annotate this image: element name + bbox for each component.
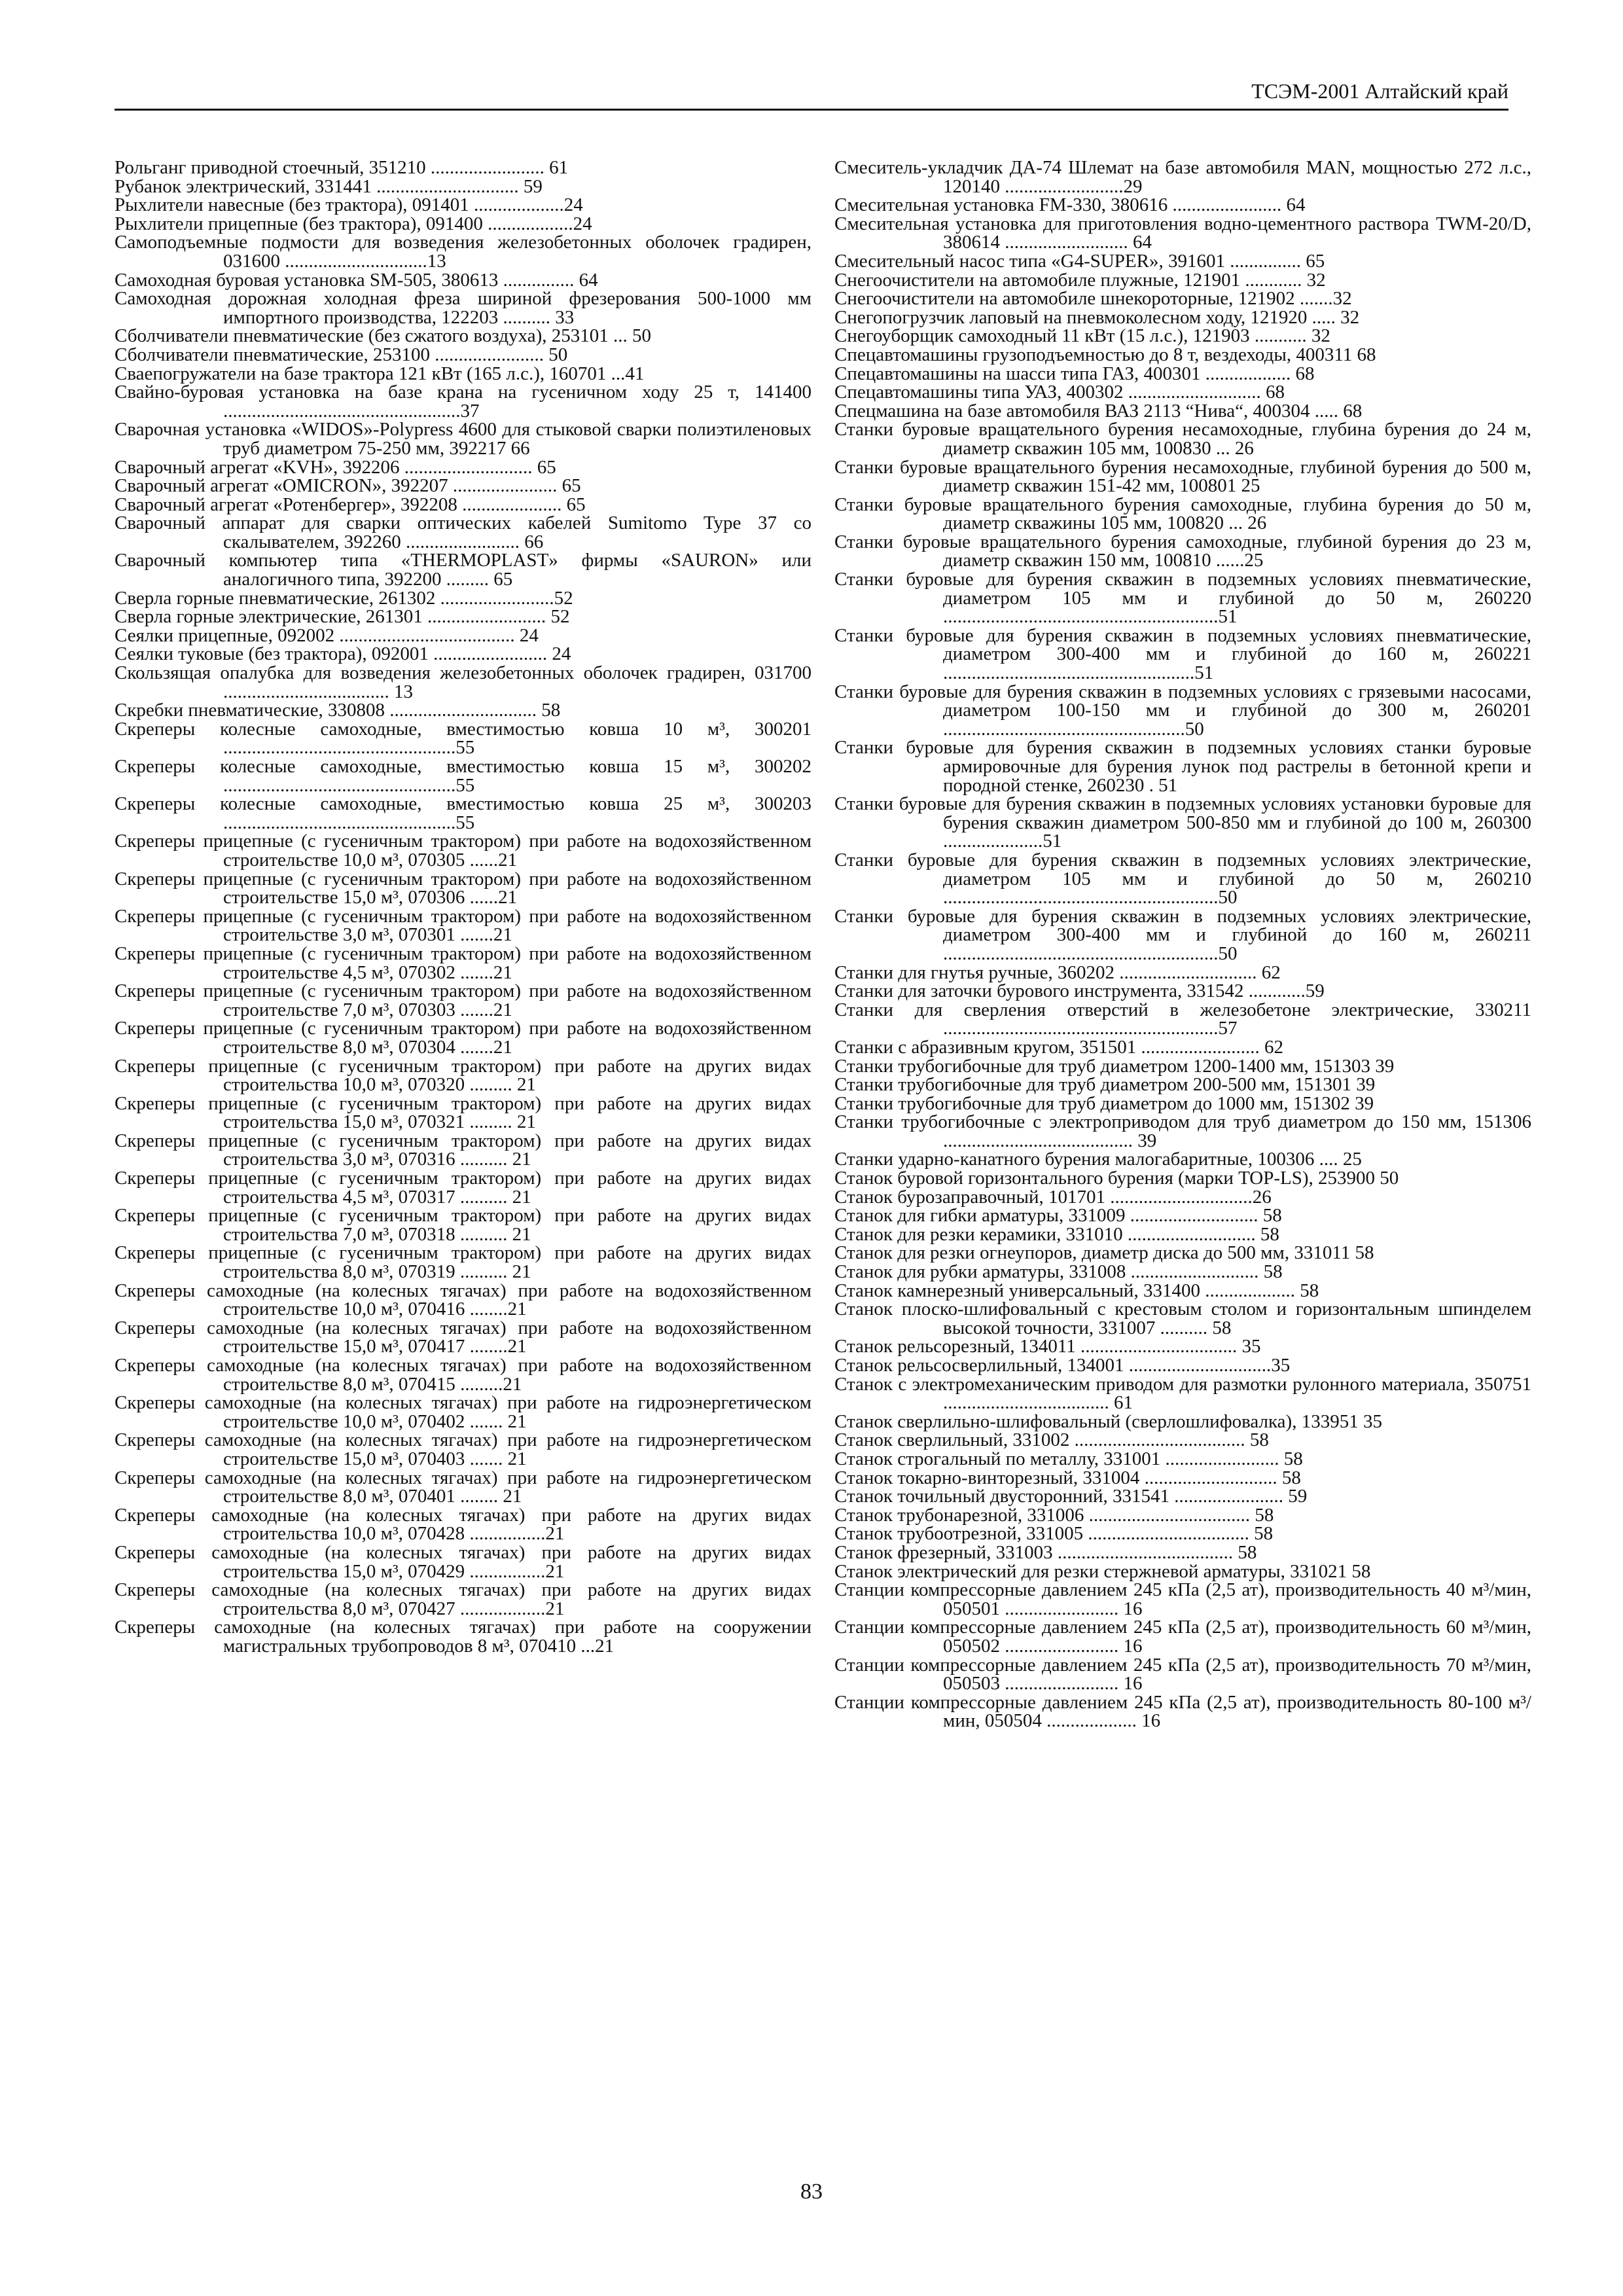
index-entry: Снегоочистители на автомобиле плужные, 121901 ............ 32 (834, 269, 1326, 291)
index-entry: Сверла горные пневматические, 261302 ........................52 (115, 587, 573, 609)
index-entry: Скреперы прицепные (с гусеничным трактором) при работе на других видах строительства 7,0 м³, 070318 .......... 21 (115, 1205, 812, 1245)
index-column-right (834, 158, 1531, 1731)
index-entry: Сеялки туковые (без трактора), 092001 ........................ 24 (115, 643, 571, 665)
index-entry: Скреперы колесные самоходные, вместимостью ковша 15 м³, 300202 .................................................55 (115, 756, 812, 796)
index-entry: Станки буровые вращательного бурения самоходные, глубина бурения до 50 м, диаметр скважины 105 мм, 100820 ... 26 (834, 493, 1531, 534)
index-entry: Сваепогружатели на базе трактора 121 кВт (165 л.с.), 160701 ...41 (115, 363, 645, 384)
index-entry: Станки буровые вращательного бурения несамоходные, глубина бурения до 24 м, диаметр скважин 105 мм, 100830 ... 26 (834, 419, 1531, 459)
index-entry: Сболчиватели пневматические (без сжатого воздуха), 253101 ... 50 (115, 325, 652, 347)
index-column-left (115, 158, 812, 1656)
index-entry: Самоходная дорожная холодная фреза шириной фрезерования 500-1000 мм импортного производства, 122203 .......... 33 (115, 288, 812, 328)
index-entry: Станки буровые для бурения скважин в подземных условиях электрические, диаметром 105 мм и глубиной до 50 м, 260210 ..........................................................50 (834, 849, 1531, 908)
index-entry: Сеялки прицепные, 092002 ..................................... 24 (115, 624, 539, 646)
index-entry: Станции компрессорные давлением 245 кПа (2,5 ат), производительность 60 м³/мин, 050502 ........................ 16 (834, 1617, 1531, 1657)
index-entry: Станок для рубки арматуры, 331008 ........................... 58 (834, 1261, 1283, 1283)
index-entry: Скреперы прицепные (с гусеничным трактором) при работе на других видах строительства 15,0 м³, 070321 ......... 21 (115, 1092, 812, 1133)
index-entry: Сболчиватели пневматические, 253100 ....................... 50 (115, 344, 568, 365)
index-entry: Станок с электромеханическим приводом для размотки рулонного материала, 350751 ................................... 61 (834, 1373, 1531, 1414)
index-entry: Станок буровой горизонтального бурения (марки TOP-LS), 253900 50 (834, 1168, 1399, 1189)
index-entry: Станок камнерезный универсальный, 331400 ................... 58 (834, 1280, 1319, 1301)
index-entry: Станки с абразивным кругом, 351501 ......................... 62 (834, 1036, 1284, 1058)
index-entry: Станок для резки керамики, 331010 ........................... 58 (834, 1223, 1279, 1245)
index-entry: Скреперы самоходные (на колесных тягачах) при работе на других видах строительства 8,0 м³, 070427 ..................21 (115, 1579, 812, 1619)
index-entry: Скреперы колесные самоходные, вместимостью ковша 10 м³, 300201 .................................................55 (115, 718, 812, 759)
index-entry: Станок токарно-винторезный, 331004 ............................ 58 (834, 1467, 1301, 1488)
index-entry: Скреперы прицепные (с гусеничным трактором) при работе на водохозяйственном строительстве 3,0 м³, 070301 .......21 (115, 905, 812, 946)
index-entry: Станок электрический для резки стержневой арматуры, 331021 58 (834, 1560, 1371, 1582)
page-number: 83 (800, 2179, 823, 2204)
index-entry: Скреперы прицепные (с гусеничным трактором) при работе на водохозяйственном строительстве 15,0 м³, 070306 ......21 (115, 868, 812, 908)
index-entry: Станок сверлильно-шлифовальный (сверлошлифовалка), 133951 35 (834, 1410, 1382, 1432)
index-entry: Станки буровые вращательного бурения несамоходные, глубиной бурения до 500 м, диаметр скважин 151-42 мм, 100801 25 (834, 456, 1531, 497)
index-entry: Станки буровые для бурения скважин в подземных условиях пневматические, диаметром 300-400 мм и глубиной до 160 м, 260221 .....................................................51 (834, 624, 1531, 684)
index-entry: Станки буровые для бурения скважин в подземных условиях с грязевыми насосами, диаметром 100-150 мм и глубиной до 300 м, 260201 ...................................................50 (834, 681, 1531, 740)
index-entry: Снегоуборщик самоходный 11 кВт (15 л.с.), 121903 ........... 32 (834, 325, 1330, 347)
index-entry: Станок рельсосверлильный, 134001 ..............................35 (834, 1355, 1291, 1376)
index-entry: Станок строгальный по металлу, 331001 ........................ 58 (834, 1448, 1303, 1469)
index-entry: Станки буровые для бурения скважин в подземных условиях пневматические, диаметром 105 мм и глубиной до 50 м, 260220 ..........................................................51 (834, 569, 1531, 628)
index-entry: Станки для гнутья ручные, 360202 ............................. 62 (834, 961, 1281, 983)
index-entry: Скреперы самоходные (на колесных тягачах) при работе на гидроэнергетическом строительстве 15,0 м³, 070403 ....... 21 (115, 1429, 812, 1469)
index-entry: Снегоочистители на автомобиле шнекороторные, 121902 .......32 (834, 288, 1352, 310)
index-entry: Рыхлители прицепные (без трактора), 091400 ..................24 (115, 213, 592, 234)
index-entry: Рольганг приводной стоечный, 351210 ........................ 61 (115, 157, 569, 178)
index-entry: Станки буровые для бурения скважин в подземных условиях станки буровые армировочные для бурения лунок под растрелы в бетонной крепи и породной стенке, 260230 . 51 (834, 737, 1531, 796)
index-entry: Скреперы прицепные (с гусеничным трактором) при работе на других видах строительства 3,0 м³, 070316 .......... 21 (115, 1130, 812, 1170)
index-entry: Самоходная буровая установка SM-505, 380613 ............... 64 (115, 269, 598, 291)
index-entry: Скреперы самоходные (на колесных тягачах) при работе на гидроэнергетическом строительстве 10,0 м³, 070402 ....... 21 (115, 1392, 812, 1432)
page-header (115, 77, 1508, 111)
index-entry: Скреперы самоходные (на колесных тягачах) при работе на сооружении магистральных трубопроводов 8 м³, 070410 ...21 (115, 1617, 812, 1657)
index-entry: Станок бурозаправочный, 101701 ..............................26 (834, 1186, 1272, 1208)
index-entry: Станок рельсорезный, 134011 ................................. 35 (834, 1336, 1261, 1357)
index-entry: Станок для резки огнеупоров, диаметр диска до 500 мм, 331011 58 (834, 1242, 1374, 1264)
index-entry: Сварочная установка «WIDOS»-Polypress 4600 для стыковой сварки полиэтиленовых труб диаметром 75-250 мм, 392217 66 (115, 419, 812, 459)
index-entry: Скреперы прицепные (с гусеничным трактором) при работе на других видах строительства 10,0 м³, 070320 ......... 21 (115, 1055, 812, 1096)
index-entry: Смесительный насос типа «G4-SUPER», 391601 ............... 65 (834, 250, 1325, 272)
index-entry: Станок точильный двусторонний, 331541 ....................... 59 (834, 1486, 1308, 1507)
index-entry: Сварочный агрегат «OMICRON», 392207 ...................... 65 (115, 475, 581, 497)
index-entry: Станок фрезерный, 331003 ..................................... 58 (834, 1541, 1257, 1563)
index-entry: Скреперы прицепные (с гусеничным трактором) при работе на других видах строительства 8,0 м³, 070319 .......... 21 (115, 1242, 812, 1283)
index-entry: Снегопогрузчик лаповый на пневмоколесном ходу, 121920 ..... 32 (834, 306, 1360, 328)
index-entry: Сварочный компьютер типа «THERMOPLAST» фирмы «SAURON» или аналогичного типа, 392200 ......... 65 (115, 550, 812, 590)
index-entry: Скреперы самоходные (на колесных тягачах) при работе на водохозяйственном строительстве 8,0 м³, 070415 .........21 (115, 1355, 812, 1395)
index-entry: Станции компрессорные давлением 245 кПа (2,5 ат), производительность 70 м³/мин, 050503 ........................ 16 (834, 1654, 1531, 1695)
header-title: ТСЭМ-2001 Алтайский край (1251, 79, 1508, 103)
index-entry: Станки трубогибочные для труб диаметром до 1000 мм, 151302 39 (834, 1092, 1374, 1114)
index-entry: Скреперы прицепные (с гусеничным трактором) при работе на водохозяйственном строительстве 7,0 м³, 070303 .......21 (115, 980, 812, 1020)
index-entry: Сварочный агрегат «Ротенбергер», 392208 ..................... 65 (115, 493, 586, 515)
index-entry: Спецавтомашины грузоподъемностью до 8 т, вездеходы, 400311 68 (834, 344, 1376, 365)
index-entry: Станки буровые для бурения скважин в подземных условиях установки буровые для бурения скважин диаметром 500-850 мм и глубиной до 100 м, 260300 .....................51 (834, 793, 1531, 852)
index-entry: Станки трубогибочные для труб диаметром 1200-1400 мм, 151303 39 (834, 1055, 1395, 1077)
index-entry: Скользящая опалубка для возведения железобетонных оболочек градирен, 031700 ................................... 13 (115, 662, 812, 702)
index-entry: Скреперы самоходные (на колесных тягачах) при работе на водохозяйственном строительстве 15,0 м³, 070417 ........21 (115, 1317, 812, 1357)
index-entry: Станок плоско-шлифовальный с крестовым столом и горизонтальным шпинделем высокой точности, 331007 .......... 58 (834, 1299, 1531, 1338)
index-entry: Сверла горные электрические, 261301 ......................... 52 (115, 606, 570, 628)
index-entry: Скреперы самоходные (на колесных тягачах) при работе на других видах строительства 15,0 м³, 070429 ................21 (115, 1541, 812, 1582)
index-entry: Станок для гибки арматуры, 331009 ........................... 58 (834, 1205, 1282, 1227)
index-entry: Скреперы самоходные (на колесных тягачах) при работе на других видах строительства 10,0 м³, 070428 ................21 (115, 1504, 812, 1545)
index-entry: Станки для заточки бурового инструмента, 331542 ............59 (834, 980, 1325, 1002)
index-entry: Скреперы прицепные (с гусеничным трактором) при работе на водохозяйственном строительстве 10,0 м³, 070305 ......21 (115, 831, 812, 870)
index-entry: Скреперы колесные самоходные, вместимостью ковша 25 м³, 300203 .................................................55 (115, 793, 812, 833)
index-entry: Скреперы самоходные (на колесных тягачах) при работе на гидроэнергетическом строительстве 8,0 м³, 070401 ........ 21 (115, 1467, 812, 1507)
index-entry: Смеситель-укладчик ДА-74 Шлемат на базе автомобиля MAN, мощностью 272 л.с., 120140 .........................29 (834, 157, 1531, 197)
index-entry: Станки буровые для бурения скважин в подземных условиях электрические, диаметром 300-400 мм и глубиной до 160 м, 260211 ..........................................................50 (834, 905, 1531, 964)
index-entry: Скреперы самоходные (на колесных тягачах) при работе на водохозяйственном строительстве 10,0 м³, 070416 ........21 (115, 1280, 812, 1320)
index-entry: Станки ударно-канатного бурения малогабаритные, 100306 .... 25 (834, 1149, 1362, 1170)
index-entry: Станок трубоотрезной, 331005 .................................. 58 (834, 1523, 1274, 1545)
index-entry: Свайно-буровая установка на базе крана на гусеничном ходу 25 т, 141400 ..................................................37 (115, 382, 812, 422)
index-entry: Спецавтомашины типа УАЗ, 400302 ............................ 68 (834, 382, 1285, 403)
index-entry: Скреперы прицепные (с гусеничным трактором) при работе на водохозяйственном строительстве 8,0 м³, 070304 .......21 (115, 1018, 812, 1058)
index-entry: Спецмашина на базе автомобиля ВАЗ 2113 “Нива“, 400304 ..... 68 (834, 400, 1363, 422)
index-entry: Смесительная установка FM-330, 380616 ....................... 64 (834, 194, 1306, 216)
index-entry: Сварочный аппарат для сварки оптических кабелей Sumitomo Type 37 со скалывателем, 392260 ........................ 66 (115, 512, 812, 552)
index-entry: Станции компрессорные давлением 245 кПа (2,5 ат), производительность 80-100 м³/мин, 050504 ................... 16 (834, 1691, 1531, 1732)
index-entry: Рыхлители навесные (без трактора), 091401 ...................24 (115, 194, 583, 216)
index-entry: Станок трубонарезной, 331006 .................................. 58 (834, 1504, 1274, 1526)
index-entry: Скреперы прицепные (с гусеничным трактором) при работе на водохозяйственном строительстве 4,5 м³, 070302 .......21 (115, 942, 812, 983)
index-entry: Спецавтомашины на шасси типа ГАЗ, 400301 .................. 68 (834, 363, 1315, 384)
index-entry: Станки трубогибочные для труб диаметром 200-500 мм, 151301 39 (834, 1074, 1376, 1096)
index-entry: Станок сверлильный, 331002 .................................... 58 (834, 1429, 1269, 1451)
index-entry: Самоподъемные подмости для возведения железобетонных оболочек градирен, 031600 ..............................13 (115, 232, 812, 272)
index-entry: Скреперы прицепные (с гусеничным трактором) при работе на других видах строительства 4,5 м³, 070317 .......... 21 (115, 1168, 812, 1208)
index-entry: Станки трубогибочные с электроприводом для труб диаметром до 150 мм, 151306 ........................................ 39 (834, 1111, 1531, 1151)
index-entry: Станции компрессорные давлением 245 кПа (2,5 ат), производительность 40 м³/мин, 050501 ........................ 16 (834, 1579, 1531, 1619)
index-entry: Сварочный агрегат «KVH», 392206 ........................... 65 (115, 456, 556, 478)
index-entry: Скребки пневматические, 330808 ............................... 58 (115, 700, 561, 721)
index-entry: Станки для сверления отверстий в железобетоне электрические, 330211 ..........................................................57 (834, 999, 1531, 1039)
index-entry: Станки буровые вращательного бурения самоходные, глубиной бурения до 23 м, диаметр скважин 150 мм, 100810 ......25 (834, 531, 1531, 571)
index-entry: Рубанок электрический, 331441 .............................. 59 (115, 175, 543, 197)
index-entry: Смесительная установка для приготовления водно-цементного раствора TWM-20/D, 380614 .......................... 64 (834, 213, 1531, 253)
